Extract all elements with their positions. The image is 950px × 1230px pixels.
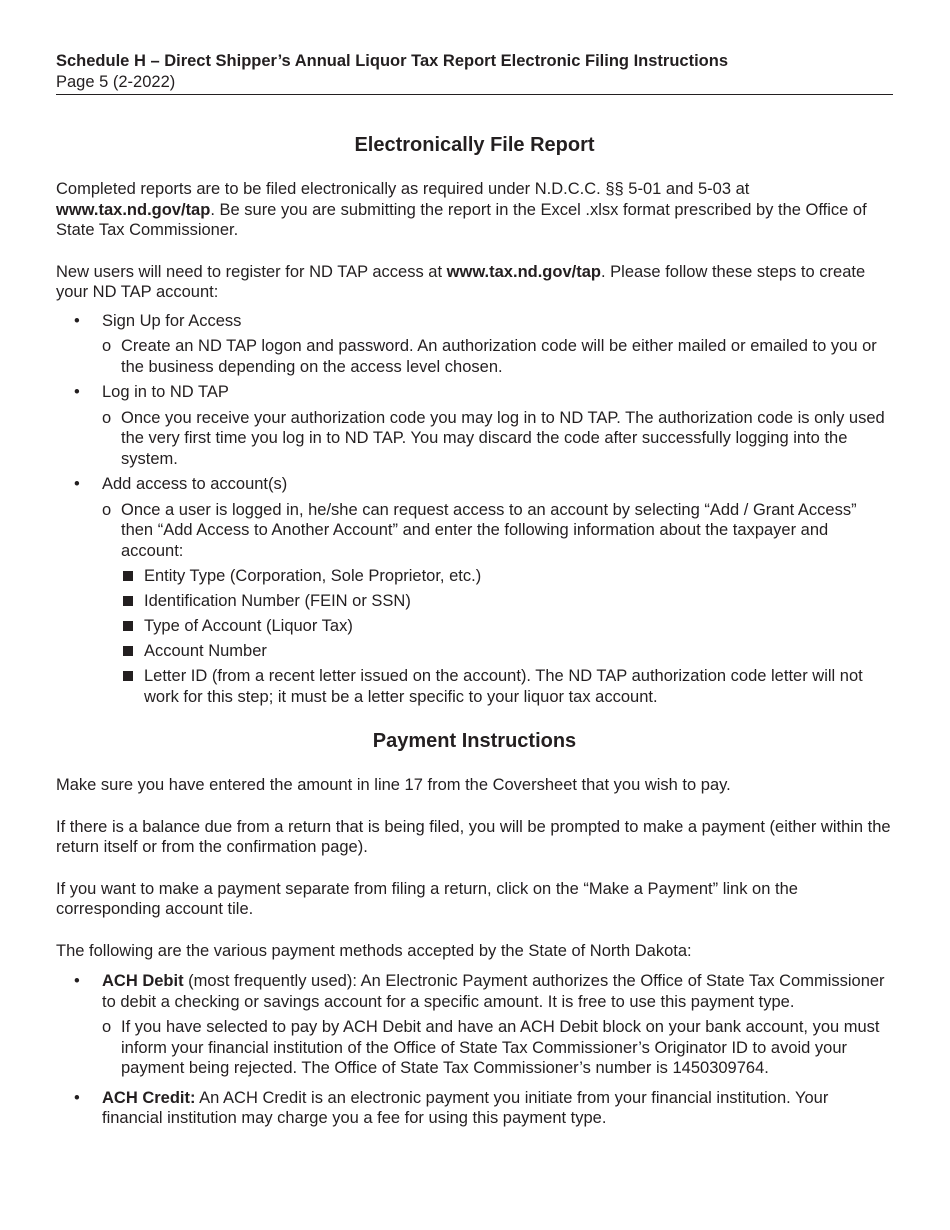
header-page-number: Page 5 (2-2022)	[56, 73, 176, 91]
square-bullet-icon	[123, 596, 133, 606]
list-item	[56, 382, 893, 469]
list-item	[56, 474, 893, 707]
list-item: Letter ID (from a recent letter issued on the account). The ND TAP authorization code letter will not work for this step; it must be a letter specific to your liquor tax account.	[121, 666, 893, 707]
step-label: Log in to ND TAP	[102, 383, 229, 401]
list-item: o If you have selected to pay by ACH Debit and have an ACH Debit block on your bank account, you must inform your financial institution of the Office of State Tax Commissioner’s Originator ID to avoid your payment being rejected. The Office of State Tax Commissioner’s number is 1450309764.	[102, 1018, 880, 1077]
paragraph-separate-payment: If you want to make a payment separate from filing a return, click on the “Make a Payment” link on the corresponding account tile.	[56, 879, 798, 918]
square-bullet-icon	[123, 646, 133, 656]
sub-list	[102, 336, 893, 377]
header-title: Schedule H – Direct Shipper’s Annual Liquor Tax Report Electronic Filing Instructions	[56, 52, 729, 70]
method-name: ACH Credit:	[102, 1088, 196, 1107]
paragraph-payment-methods: The following are the various payment methods accepted by the State of North Dakota:	[56, 941, 692, 960]
paragraph-filing-requirement: Completed reports are to be filed electronically as required under N.D.C.C. §§ 5-01 and 5-03 at www.tax.nd.gov/tap. Be sure you are submitting the report in the Excel .xlsx format prescribed by the Office of State Tax Commissioner.	[56, 180, 867, 239]
circle-bullet-icon: o	[102, 500, 112, 519]
bullet-icon: •	[74, 383, 80, 401]
list-item: Identification Number (FEIN or SSN)	[121, 591, 893, 612]
list-item: Account Number	[121, 641, 893, 662]
section-heading-payment: Payment Instructions	[372, 730, 577, 752]
list-item	[56, 311, 893, 378]
list-item: • ACH Credit: An ACH Credit is an electronic payment you initiate from your financial institution. Your financial institution may charge you a fee for using this payment type.	[74, 1088, 829, 1127]
sub-list	[102, 500, 893, 708]
paragraph-balance-due: If there is a balance due from a return that is being filed, you will be prompted to make a payment (either within the return itself or from the confirmation page).	[56, 817, 891, 856]
bullet-icon: •	[74, 1088, 80, 1107]
list-item: o Create an ND TAP logon and password. An authorization code will be either mailed or emailed to you or the business depending on the access level chosen.	[102, 337, 877, 376]
step-label: Sign Up for Access	[102, 311, 242, 330]
sub-list	[102, 1017, 893, 1079]
header-rule	[56, 94, 893, 95]
required-info-list	[121, 566, 893, 707]
bullet-icon: •	[74, 311, 80, 330]
sub-list	[102, 408, 893, 470]
list-item: o Once you receive your authorization code you may log in to ND TAP. The authorization code is only used the very first time you log in to ND TAP. You may discard the code after successfully logging into the system.	[102, 408, 885, 468]
list-item: o Once a user is logged in, he/she can request access to an account by selecting “Add / Grant Access” then “Add Access to Another Account” and enter the following information about the taxpayer and account: Entity Type (Corporation, Sole Proprietor, etc.) Identification Number (FEIN or SSN) Type of Account (Liquor Tax) Account Number Letter ID (from a recent letter issued on the account). The ND TAP authorization code letter will not work for this step; it must be a letter specific to your liquor tax account.	[102, 500, 893, 708]
payment-methods-list	[56, 971, 893, 1129]
document-page	[56, 51, 893, 1129]
tap-link[interactable]: www.tax.nd.gov/tap	[446, 262, 601, 281]
bullet-icon: •	[74, 972, 80, 990]
circle-bullet-icon: o	[102, 408, 112, 427]
square-bullet-icon	[123, 571, 133, 581]
square-bullet-icon	[123, 621, 133, 631]
circle-bullet-icon: o	[102, 1018, 112, 1036]
list-item: Entity Type (Corporation, Sole Proprietor, etc.)	[121, 566, 893, 587]
list-item: Type of Account (Liquor Tax)	[121, 616, 893, 637]
list-item: • ACH Debit (most frequently used): An Electronic Payment authorizes the Office of State Tax Commissioner to debit a checking or savings account for a specific amount. It is free to use this payment type. o If you have selected to pay by ACH Debit and have an ACH Debit block on your bank account, you must inform your financial institution of the Office of State Tax Commissioner’s Originator ID to avoid your payment being rejected. The Office of State Tax Commissioner’s number is 1450309764.	[56, 971, 893, 1079]
steps-list	[56, 311, 893, 708]
square-bullet-icon	[123, 671, 133, 681]
circle-bullet-icon: o	[102, 337, 112, 355]
paragraph-payment-amount: Make sure you have entered the amount in line 17 from the Coversheet that you wish to pay.	[56, 776, 731, 794]
tap-link[interactable]: www.tax.nd.gov/tap	[56, 200, 211, 219]
method-name: ACH Debit	[102, 972, 184, 990]
bullet-icon: •	[74, 475, 80, 493]
paragraph-new-users: New users will need to register for ND TAP access at www.tax.nd.gov/tap. Please follow these steps to create your ND TAP account:	[56, 262, 866, 301]
step-label: Add access to account(s)	[102, 475, 288, 493]
section-heading-file-report: Electronically File Report	[354, 134, 595, 156]
